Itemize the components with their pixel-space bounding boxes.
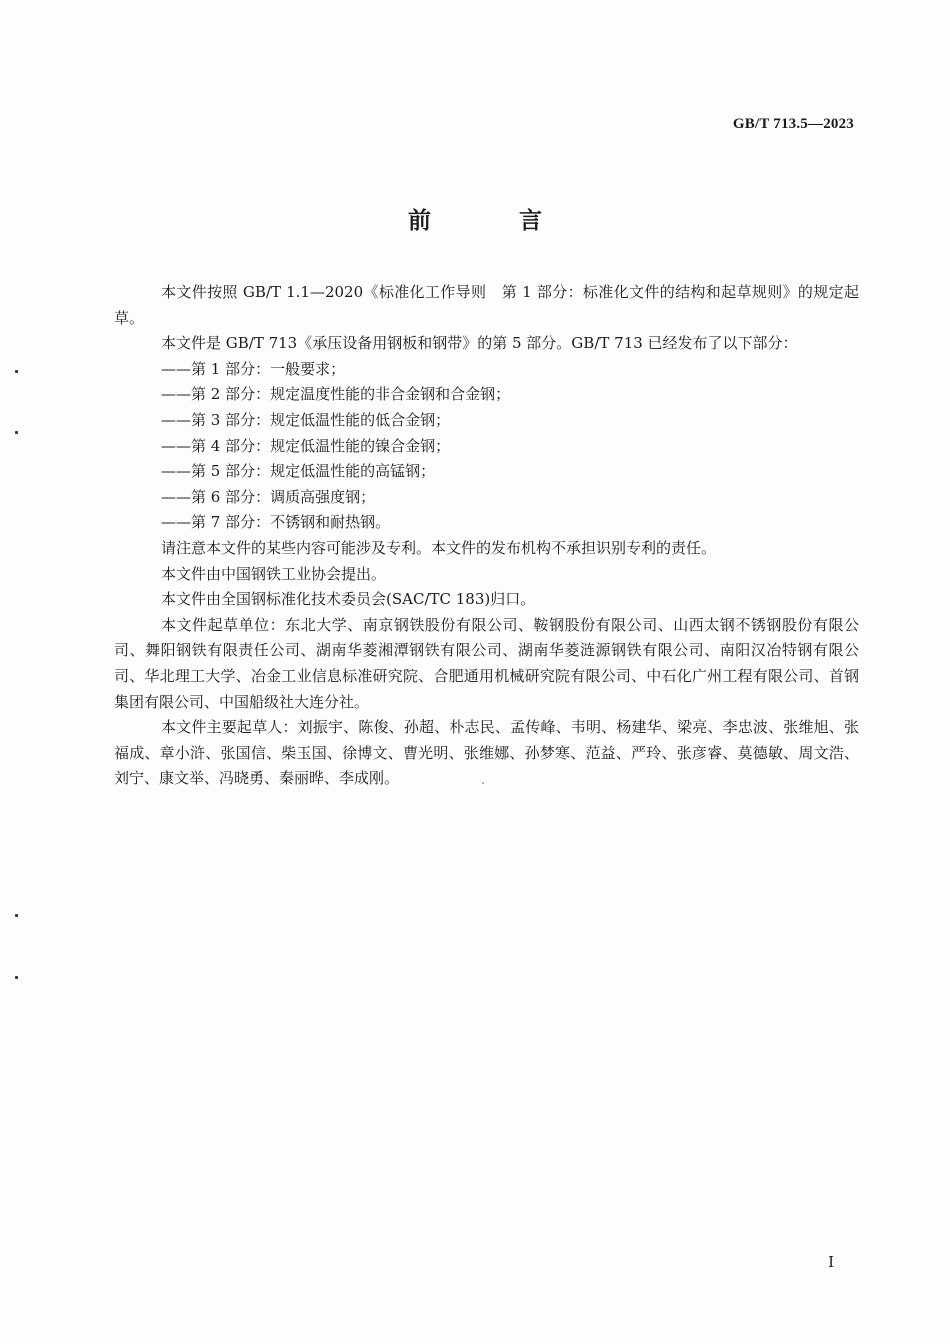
paragraph-patent-notice: 请注意本文件的某些内容可能涉及专利。本文件的发布机构不承担识别专利的责任。: [161, 538, 717, 557]
list-item-part-7: ——第 7 部分：不锈钢和耐热钢。: [161, 513, 391, 532]
paragraph-proposer: 本文件由中国钢铁工业协会提出。: [161, 564, 387, 583]
paragraph-series-intro: 本文件是 GB/T 713《承压设备用钢板和钢带》的第 5 部分。GB/T 713 已经发布了以下部分：: [161, 334, 798, 353]
scan-mark: [15, 431, 18, 434]
list-item-part-4: ——第 4 部分：规定低温性能的镍合金钢；: [161, 436, 451, 455]
list-item-part-6: ——第 6 部分：调质高强度钢；: [161, 487, 376, 506]
paragraph-drafting-units: 本文件起草单位：东北大学、南京钢铁股份有限公司、鞍钢股份有限公司、山西太钢不锈钢股份有限公司、舞阳钢铁有限责任公司、湖南华菱湘潭钢铁有限公司、湖南华菱涟源钢铁有限公司、南阳汉冶特钢有限公司、华北理工大学、冶金工业信息标准研究院、合肥通用机械研究院有限公司、中石化广州工程有限公司、首钢集团有限公司、中国船级社大连分社。: [114, 615, 859, 711]
paragraph-administrator: 本文件由全国钢标准化技术委员会(SAC/TC 183)归口。: [161, 590, 536, 609]
scan-speck: [482, 782, 484, 784]
scan-mark: [15, 976, 18, 979]
paragraph-drafters: 本文件主要起草人：刘振宇、陈俊、孙超、朴志民、孟传峰、韦明、杨建华、梁亮、李忠波、张维旭、张福成、章小浒、张国信、柴玉国、徐博文、曹光明、张维娜、孙梦寒、范益、严玲、张彦睿、莫德敏、周文浩、刘宁、康文举、冯晓勇、秦丽晔、李成刚。: [114, 718, 859, 788]
standard-code: GB/T 713.5—2023: [732, 116, 854, 132]
scan-mark: [15, 370, 18, 373]
page-title: 前 言: [407, 208, 582, 234]
list-item-part-2: ——第 2 部分：规定温度性能的非合金钢和合金钢；: [161, 385, 511, 404]
list-item-part-5: ——第 5 部分：规定低温性能的高锰钢；: [161, 462, 436, 481]
scan-mark: [15, 914, 18, 917]
page-number: I: [828, 1253, 834, 1271]
list-item-part-1: ——第 1 部分：一般要求；: [161, 359, 346, 378]
paragraph-drafting-rules: 本文件按照 GB/T 1.1—2020《标准化工作导则 第 1 部分：标准化文件的结构和起草规则》的规定起草。: [114, 283, 859, 327]
foreword-body: [114, 280, 859, 792]
list-item-part-3: ——第 3 部分：规定低温性能的低合金钢；: [161, 410, 451, 429]
